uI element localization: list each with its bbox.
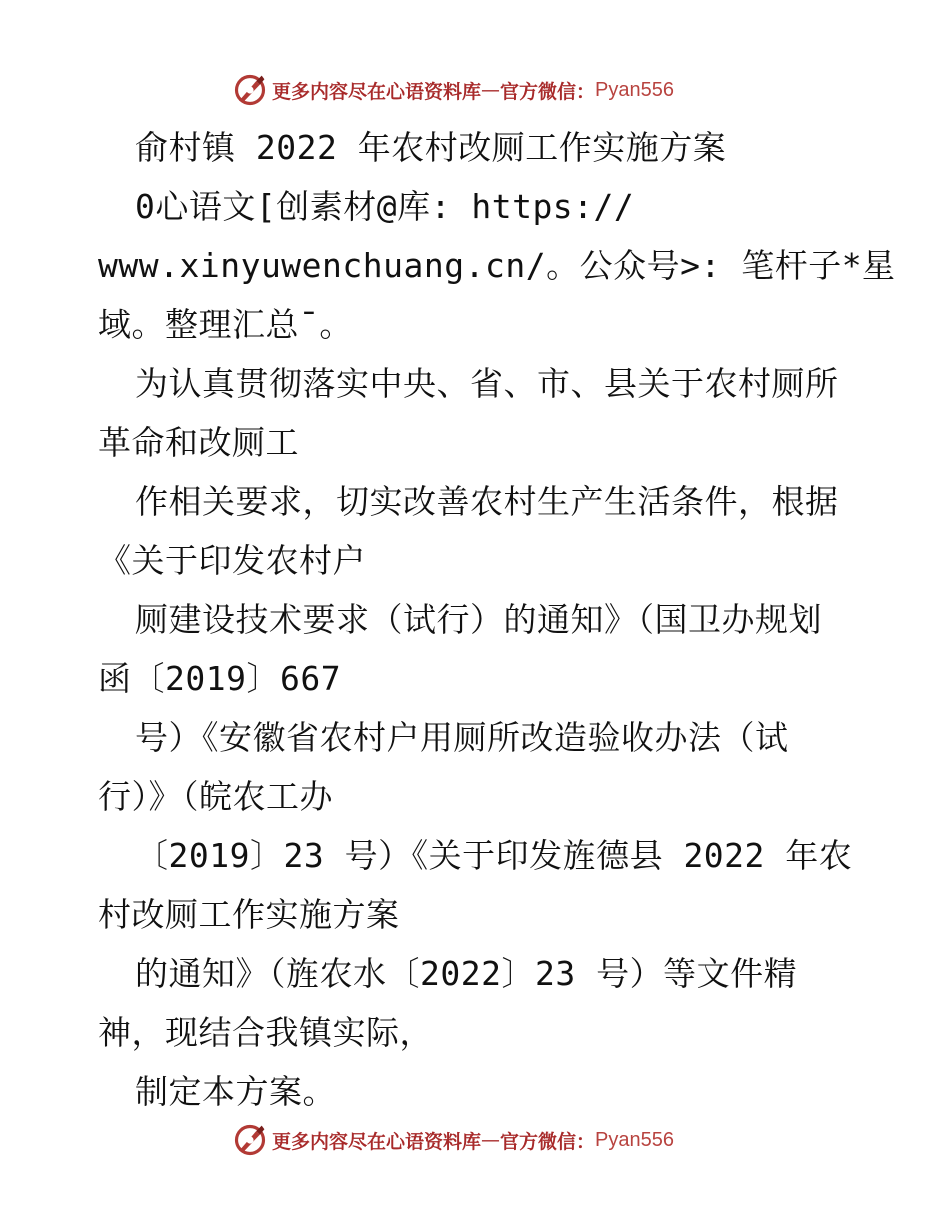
header-watermark-banner bbox=[232, 70, 674, 110]
text-line: 域。整理汇总¯。 bbox=[98, 305, 353, 344]
banner-text: 更多内容尽在心语资料库 bbox=[272, 80, 482, 103]
text-line: 的通知》（旌农水〔2022〕23 号）等文件精 bbox=[135, 954, 798, 993]
footer-watermark-banner bbox=[232, 1120, 674, 1160]
text-line: 革命和改厕工 bbox=[98, 423, 299, 462]
banner-wechat-label: 官方微信： bbox=[500, 1130, 596, 1153]
banner-dash: — bbox=[481, 1129, 501, 1151]
text-line: www.xinyuwenchuang.cn/。公众号>: 笔杆子*星 bbox=[98, 246, 896, 285]
text-line: 0心语文[创素材@库: https:// bbox=[135, 187, 635, 226]
document-title: 俞村镇 2022 年农村改厕工作实施方案 bbox=[135, 128, 727, 167]
text-line: 村改厕工作实施方案 bbox=[98, 895, 400, 934]
text-line: 厕建设技术要求（试行）的通知》（国卫办规划 bbox=[135, 600, 822, 639]
text-line: 作相关要求，切实改善农村生产生活条件，根据 bbox=[135, 482, 839, 521]
text-line: 函〔2019〕667 bbox=[98, 659, 342, 698]
text-line: 号）《安徽省农村户用厕所改造验收办法（试 bbox=[135, 718, 789, 757]
text-line: 〔2019〕23 号）《关于印发旌德县 2022 年农 bbox=[135, 836, 853, 875]
banner-wechat-id: Pyan556 bbox=[595, 1128, 674, 1151]
text-line: 《关于印发农村户 bbox=[98, 541, 366, 580]
pen-logo-icon bbox=[232, 72, 268, 108]
banner-text: 更多内容尽在心语资料库 bbox=[272, 1130, 482, 1153]
pen-logo-icon bbox=[232, 1122, 268, 1158]
text-line: 制定本方案。 bbox=[135, 1072, 336, 1111]
text-line: 神，现结合我镇实际， bbox=[98, 1013, 433, 1052]
banner-dash: — bbox=[481, 79, 501, 101]
text-line: 行）》（皖农工办 bbox=[98, 777, 333, 816]
banner-wechat-id: Pyan556 bbox=[595, 78, 674, 101]
banner-wechat-label: 官方微信： bbox=[500, 80, 596, 103]
text-line: 为认真贯彻落实中央、省、市、县关于农村厕所 bbox=[135, 364, 839, 403]
